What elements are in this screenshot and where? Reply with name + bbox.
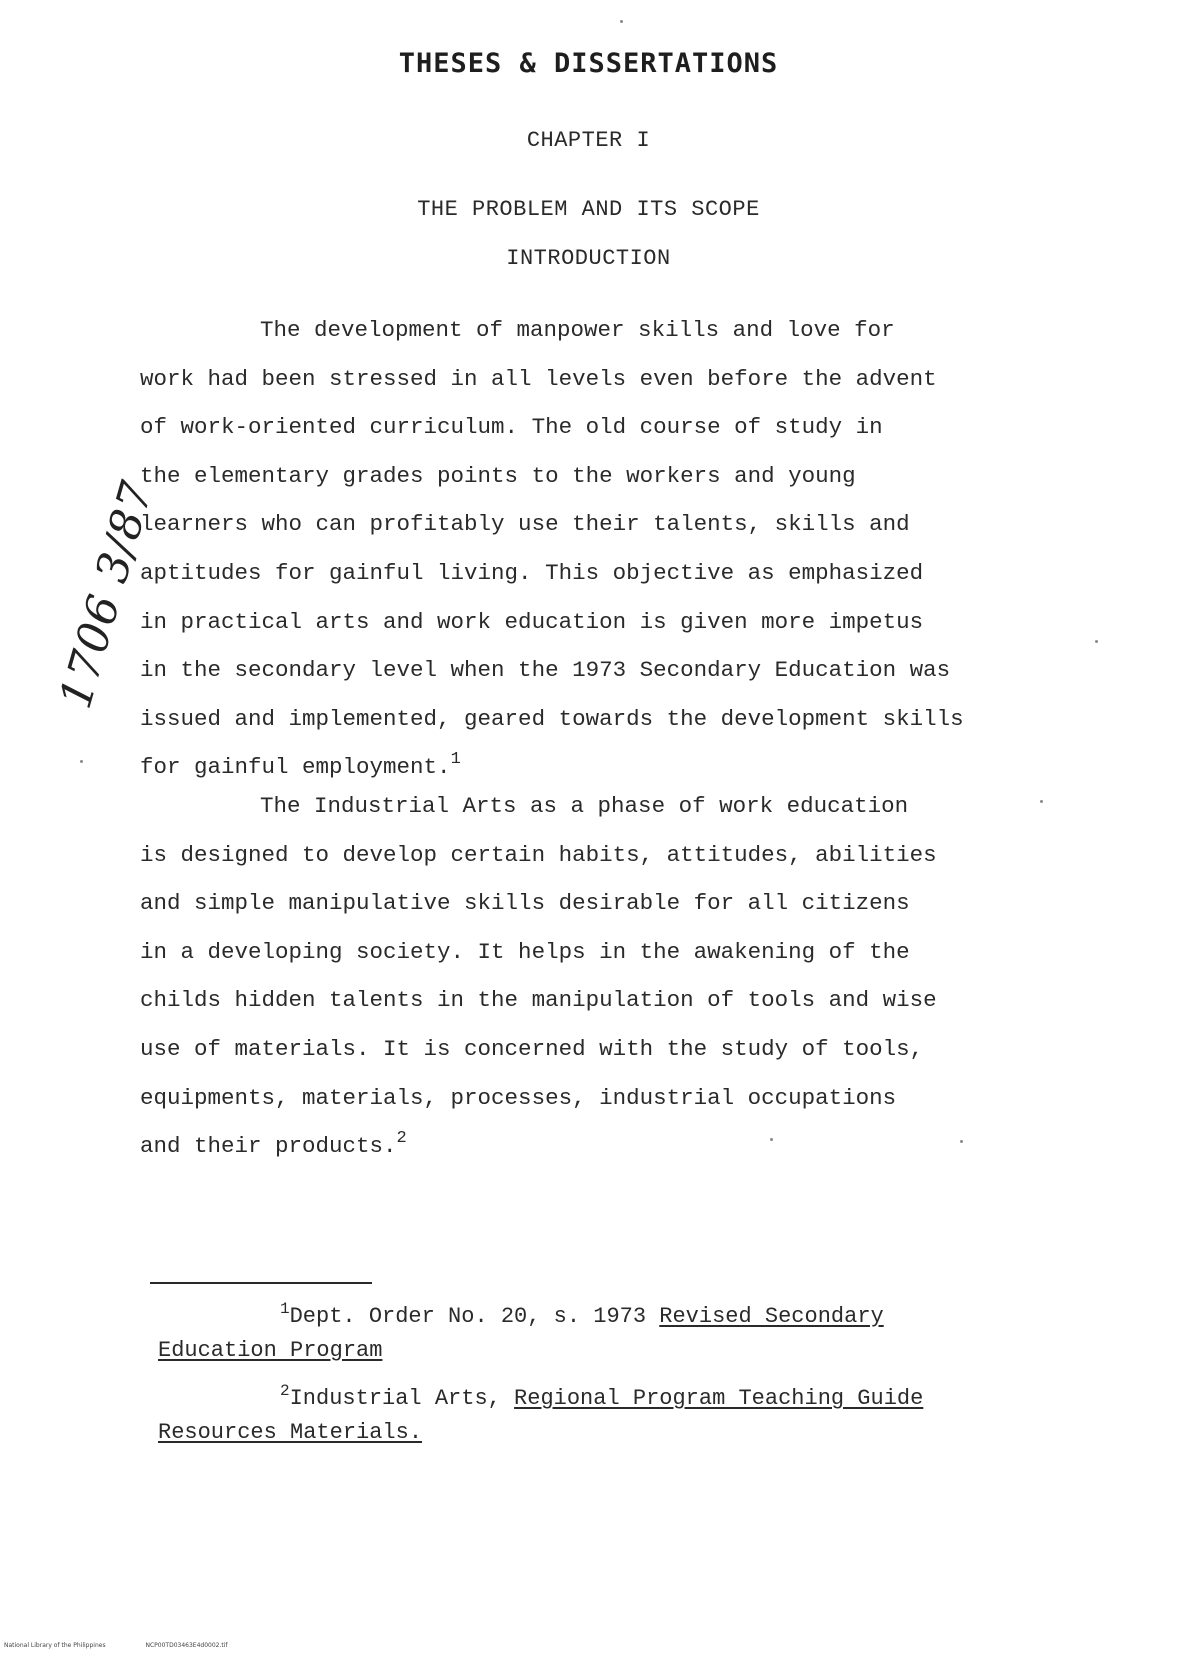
scan-speck (620, 20, 623, 23)
paragraph-line: The development of manpower skills and love for (260, 317, 895, 343)
paragraph-line: and simple manipulative skills desirable for all citizens (140, 890, 910, 917)
chapter-title: THE PROBLEM AND ITS SCOPE (417, 197, 760, 222)
scan-speck (960, 1140, 963, 1143)
footnote-mark-2: 2 (280, 1382, 290, 1400)
paragraph-line: is designed to develop certain habits, attitudes, abilities (140, 841, 937, 868)
paragraph-line: in the secondary level when the 1973 Secondary Education was (140, 657, 951, 684)
paragraph-line: The Industrial Arts as a phase of work education (260, 793, 909, 819)
chapter-heading: CHAPTER I (526, 128, 651, 153)
paragraph-line: in a developing society. It helps in the awakening of the (140, 938, 910, 965)
paragraph-line: childs hidden talents in the manipulation of tools and wise (140, 987, 937, 1014)
scan-speck (80, 760, 83, 763)
footer-record: NCP00TD03463E4d0002.tif (145, 1642, 228, 1649)
paragraph-introduction-1 (140, 306, 1080, 792)
footnote-2-text: Industrial Arts, (289, 1386, 515, 1411)
paragraph-line-last (140, 1122, 1080, 1171)
footnote-mark-1: 1 (280, 1300, 290, 1318)
footnote-1 (158, 1300, 1078, 1334)
paragraph-line: equipments, materials, processes, industrial occupations (140, 1084, 897, 1111)
scan-footer (4, 1642, 266, 1649)
scan-speck (1040, 800, 1043, 803)
paragraph-line: of work-oriented curriculum. The old course of study in (140, 414, 883, 441)
paragraph-line: aptitudes for gainful living. This objective as emphasized (140, 559, 924, 586)
paragraph-line-text: and their products. (140, 1133, 397, 1160)
paragraph-line-text: for gainful employment. (140, 754, 451, 781)
section-heading: INTRODUCTION (506, 246, 671, 271)
paragraph-line: use of materials. It is concerned with the study of tools, (140, 1035, 924, 1062)
scan-speck (1095, 640, 1098, 643)
paragraph-line: work had been stressed in all levels even before the advent (140, 365, 937, 392)
footnote-2-continued (158, 1416, 1078, 1450)
paragraph-line: in practical arts and work education is given more impetus (140, 608, 924, 635)
scan-speck (770, 1138, 773, 1141)
paragraph-line: issued and implemented, geared towards the development skills (140, 705, 964, 732)
footnote-1-title: Revised Secondary (659, 1304, 884, 1329)
footnote-1-title-cont: Education Program (158, 1338, 383, 1363)
footnote-1-text: Dept. Order No. 20, s. 1973 (289, 1304, 660, 1329)
footnote-spacer (158, 1368, 1078, 1382)
handwritten-margin-note: 1706 3/87 (50, 475, 164, 715)
footnote-2 (158, 1382, 1078, 1416)
paragraph-line: learners who can profitably use their talents, skills and (140, 511, 910, 538)
paragraph-introduction-2 (140, 782, 1080, 1171)
footnote-divider (150, 1282, 372, 1284)
footnote-2-title-cont: Resources Materials. (158, 1420, 423, 1445)
footnote-2-title: Regional Program Teaching Guide (514, 1386, 924, 1411)
footnote-ref-1: 1 (450, 750, 461, 770)
footnotes (158, 1300, 1078, 1450)
footnote-ref-2: 2 (396, 1129, 407, 1149)
footnote-1-continued (158, 1334, 1078, 1368)
paragraph-line: the elementary grades points to the workers and young (140, 462, 856, 489)
footer-library: National Library of the Philippines (4, 1642, 106, 1649)
theses-dissertations-stamp: THESES & DISSERTATIONS (398, 48, 779, 79)
